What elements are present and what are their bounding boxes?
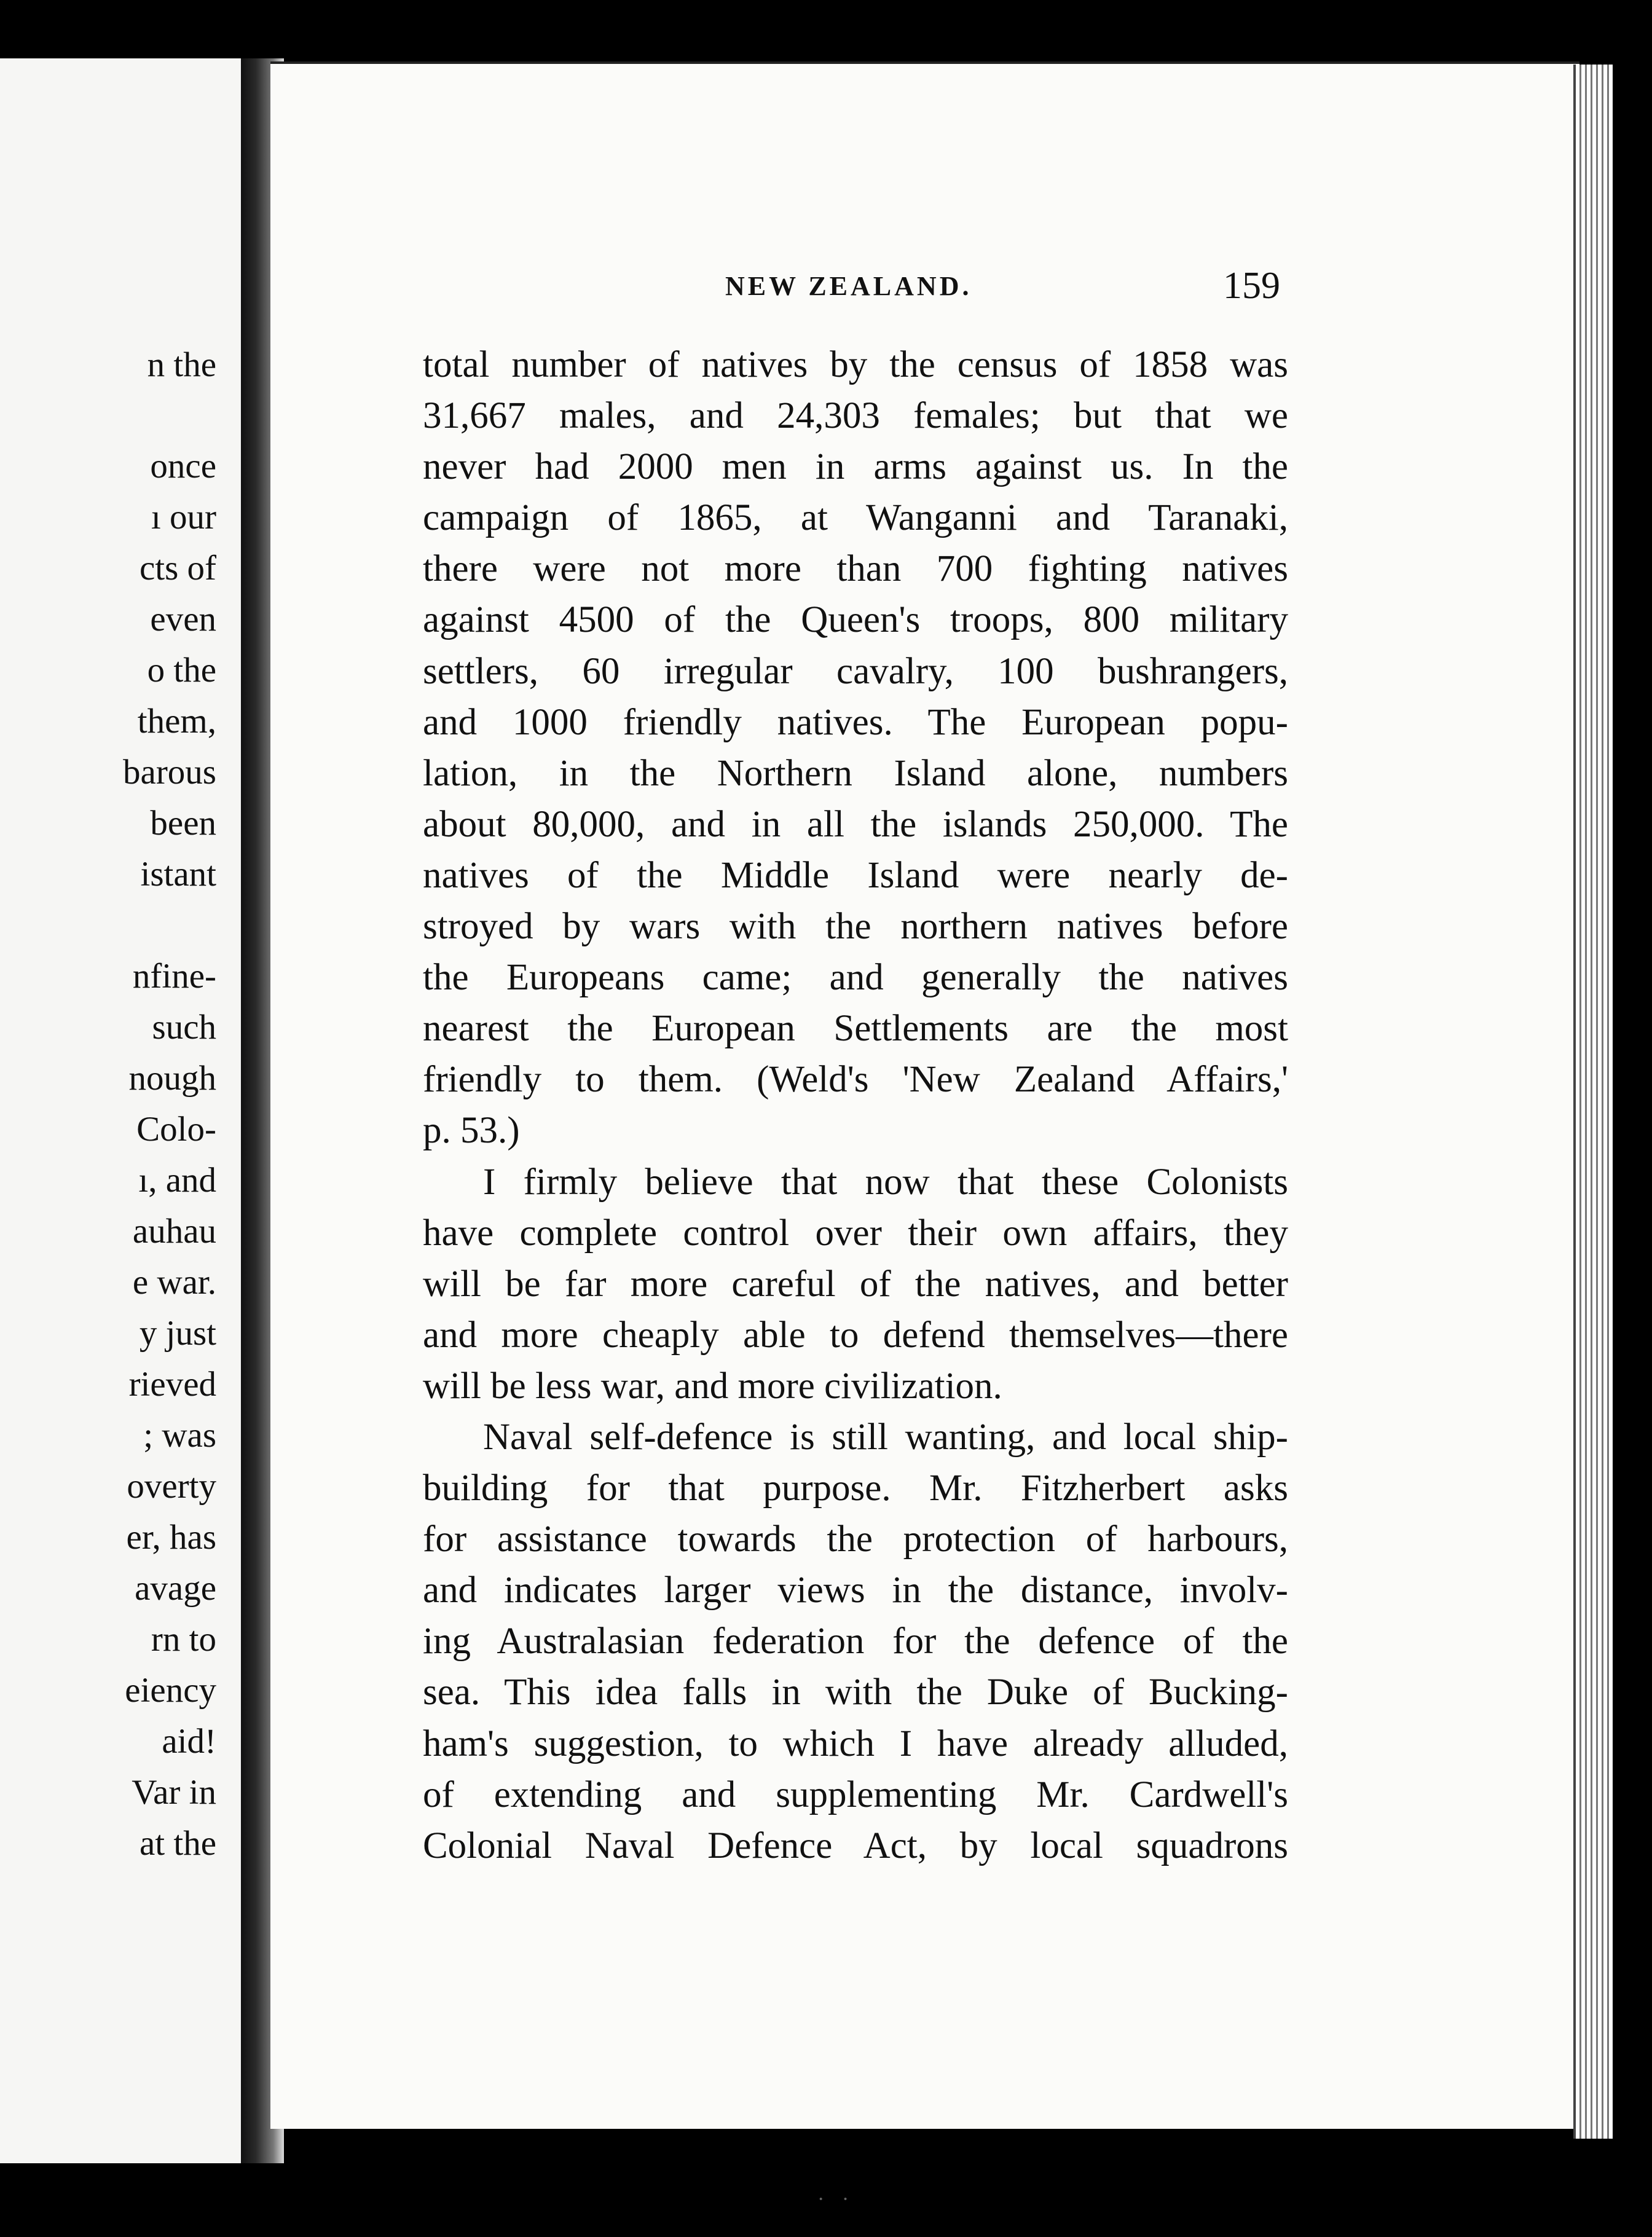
previous-page-fragment: er, has: [126, 1518, 216, 1557]
text-line: nearest the European Settlements are the most: [423, 1008, 1288, 1050]
previous-page-fragment: y just: [139, 1314, 216, 1353]
text-line: settlers, 60 irregular cavalry, 100 bushrangers,: [423, 650, 1288, 692]
page-body: [423, 339, 1288, 1871]
text-line: about 80,000, and in all the islands 250,000. The: [423, 803, 1288, 845]
previous-page-fragment: ; was: [143, 1416, 216, 1455]
previous-page-fragment: nough: [128, 1059, 216, 1098]
previous-page-fragment: nfine-: [132, 957, 216, 996]
previous-page-fragment: cts of: [139, 549, 216, 588]
previous-page-fragment: aid!: [162, 1722, 216, 1761]
previous-page-fragment: once: [150, 447, 216, 486]
text-line: stroyed by wars with the northern natives before: [423, 906, 1288, 948]
previous-page-fragment: istant: [140, 855, 216, 894]
text-line: 31,667 males, and 24,303 females; but that we: [423, 395, 1288, 437]
text-line: will be less war, and more civilization.: [423, 1365, 1002, 1407]
previous-page-fragment: overty: [127, 1467, 216, 1506]
previous-page-fragment: Var in: [132, 1773, 216, 1812]
text-line: Colonial Naval Defence Act, by local squadrons: [423, 1825, 1288, 1866]
text-line: friendly to them. (Weld's 'New Zealand Affairs,': [423, 1059, 1288, 1101]
text-line: and indicates larger views in the distance, involv-: [423, 1570, 1288, 1611]
text-line: ing Australasian federation for the defence of the: [423, 1621, 1288, 1662]
text-line: total number of natives by the census of 1858 was: [423, 344, 1288, 385]
text-line: campaign of 1865, at Wanganni and Taranaki,: [423, 497, 1288, 539]
previous-page-fragment: rieved: [128, 1365, 216, 1404]
text-line: the Europeans came; and generally the natives: [423, 957, 1288, 999]
previous-page-fragment: at the: [139, 1824, 216, 1863]
previous-page-fragment: ı our: [151, 498, 216, 537]
text-line: will be far more careful of the natives, and better: [423, 1263, 1288, 1305]
paragraph-start: Naval self-defence is still wanting, and local ship-: [483, 1416, 1288, 1458]
text-line: p. 53.): [423, 1110, 520, 1152]
previous-page-fragment: Colo-: [136, 1110, 216, 1149]
paragraph-start: I firmly believe that now that these Colonists: [483, 1161, 1288, 1203]
previous-page-fragment: such: [152, 1008, 216, 1047]
previous-page-fragment: o the: [147, 651, 216, 690]
previous-page-fragment: ı, and: [138, 1161, 216, 1200]
previous-page-fragment: them,: [137, 702, 216, 741]
text-line: and more cheaply able to defend themselves—there: [423, 1314, 1288, 1356]
text-line: against 4500 of the Queen's troops, 800 military: [423, 599, 1288, 641]
text-line: have complete control over their own affairs, they: [423, 1212, 1288, 1254]
text-line: there were not more than 700 fighting natives: [423, 548, 1288, 590]
previous-page-fragment: eiency: [125, 1671, 216, 1710]
text-line: ham's suggestion, to which I have already alluded,: [423, 1723, 1288, 1764]
text-line: for assistance towards the protection of harbours,: [423, 1519, 1288, 1560]
running-head: NEW ZEALAND.: [725, 271, 972, 301]
text-line: never had 2000 men in arms against us. In the: [423, 446, 1288, 488]
text-line: sea. This idea falls in with the Duke of Bucking-: [423, 1672, 1288, 1713]
previous-page-fragment: auhau: [132, 1212, 216, 1251]
previous-page-fragment: barous: [123, 753, 216, 792]
previous-page-fragment: been: [150, 804, 216, 843]
previous-page-fragment: rn to: [151, 1620, 216, 1659]
page-edges: [1573, 65, 1613, 2139]
previous-page-fragment: even: [150, 600, 216, 639]
previous-page: [0, 58, 241, 2163]
text-line: and 1000 friendly natives. The European popu-: [423, 701, 1288, 743]
page-number: 159: [1223, 265, 1280, 307]
text-line: building for that purpose. Mr. Fitzherbert asks: [423, 1468, 1288, 1509]
text-line: lation, in the Northern Island alone, numbers: [423, 752, 1288, 794]
previous-page-fragment: e war.: [132, 1263, 216, 1302]
text-line: of extending and supplementing Mr. Cardwell's: [423, 1774, 1288, 1815]
previous-page-fragment: n the: [147, 345, 216, 384]
text-line: natives of the Middle Island were nearly de-: [423, 854, 1288, 896]
scan-specks: · ·: [817, 2188, 856, 2211]
previous-page-fragment: avage: [135, 1569, 216, 1608]
